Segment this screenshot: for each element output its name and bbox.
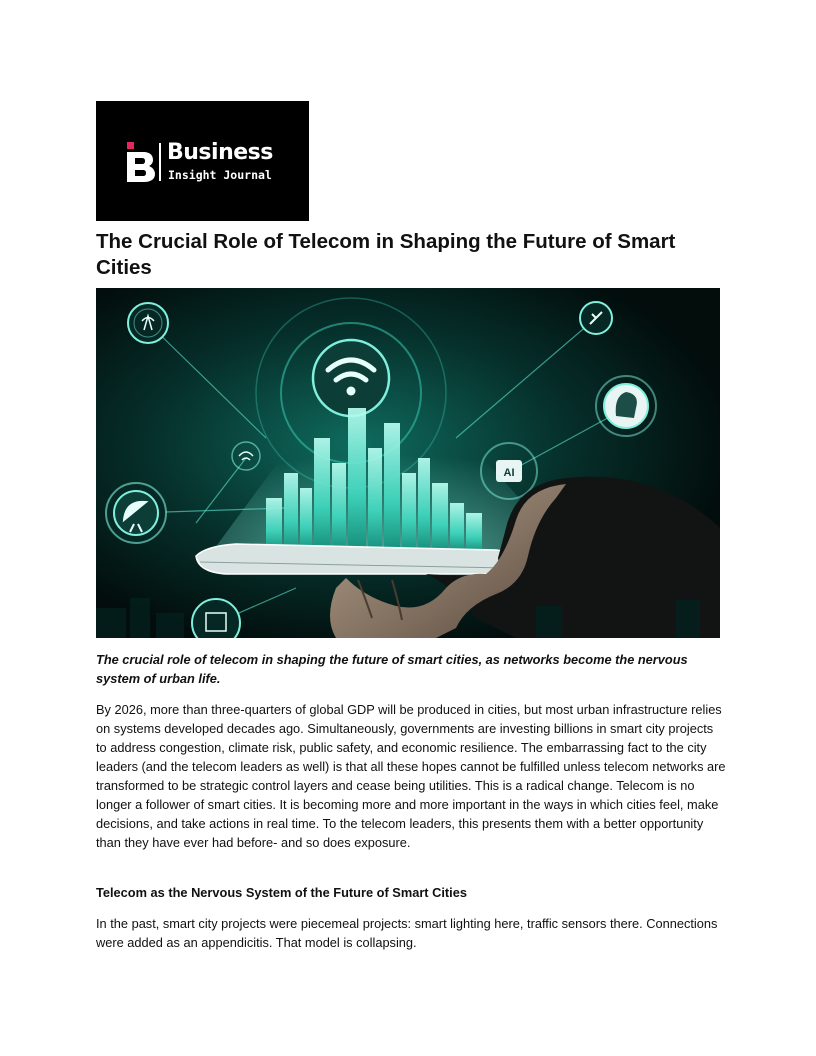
article-title: The Crucial Role of Telecom in Shaping the Future of Smart Cities <box>96 230 676 279</box>
hero-image <box>96 288 720 638</box>
body-paragraph-1: By 2026, more than three-quarters of global GDP will be produced in cities, but most urban infrastructure relies on systems developed decades ago. Simultaneously, governments are investing billions in smart city projects to address congestion, climate risk, public safety, and economic resilience. The embarrassing fact to the city leaders (and the telecom leaders as well) is that all these hopes cannot be fulfilled unless telecom networks are transformed to be strategic control layers and cease being utilities. This is a radical change. Telecom is no longer a follower of smart cities. It is becoming more and more important in the ways in which cities feel, make decisions, and take actions in real time. To the telecom leaders, this presents them with a better opportunity than they have ever had before- and so does exposure. <box>96 702 726 850</box>
logo-b-mark-icon <box>126 142 156 182</box>
logo-subtitle: Insight Journal <box>168 168 272 182</box>
image-caption: The crucial role of telecom in shaping the future of smart cities, as networks become the nervous system of urban life. <box>96 652 688 686</box>
publication-logo[interactable] <box>96 101 309 221</box>
body-paragraph-2: In the past, smart city projects were piecemeal projects: smart lighting here, traffic sensors there. Connections were added as an appendicitis. That model is collapsing. <box>96 916 718 950</box>
logo-divider <box>159 143 161 181</box>
svg-text:AI: AI <box>503 467 515 479</box>
logo-wordmark: Business <box>167 140 273 165</box>
section-heading: Telecom as the Nervous System of the Future of Smart Cities <box>96 885 467 900</box>
